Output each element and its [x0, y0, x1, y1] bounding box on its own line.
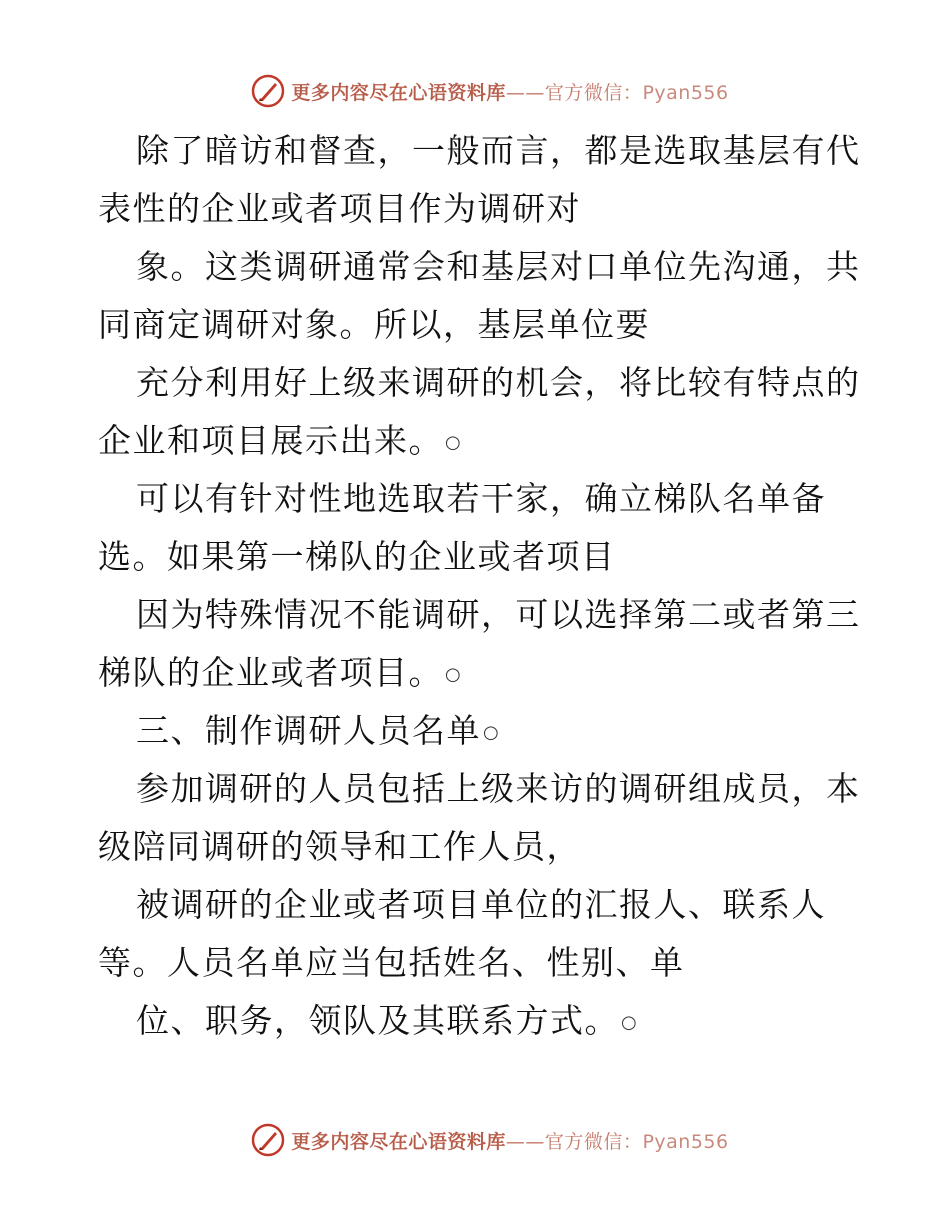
- text-line: [136, 363, 861, 403]
- line-text: 三、制作调研人员名单: [136, 711, 481, 750]
- watermark-text: [291, 78, 728, 105]
- watermark-dash: ——: [505, 1130, 545, 1153]
- watermark-handle: Pyan556: [642, 1130, 729, 1153]
- line-text: 选。如果第一梯队的企业或者项目: [98, 537, 616, 576]
- line-text: 除了暗访和督查，一般而言，都是选取基层有代: [136, 131, 861, 170]
- line-text: 梯队的企业或者项目。: [98, 653, 443, 692]
- watermark-mid: 官方微信：: [544, 1130, 643, 1153]
- line-text: 充分利用好上级来调研的机会，将比较有特点的: [136, 363, 861, 402]
- watermark-group: [251, 1123, 728, 1157]
- paragraph-mark: ○: [621, 1012, 639, 1033]
- paragraph-mark: ○: [445, 432, 463, 453]
- watermark-dash: ——: [505, 81, 545, 104]
- line-text: 企业和项目展示出来。: [98, 421, 443, 460]
- text-line: [98, 653, 462, 693]
- header-watermark: [0, 71, 950, 111]
- line-text: 表性的企业或者项目作为调研对: [98, 189, 581, 228]
- text-line: [136, 769, 861, 809]
- watermark-lead: 更多内容尽在心语资料库: [291, 81, 506, 104]
- section-heading: [136, 711, 500, 751]
- line-text: 参加调研的人员包括上级来访的调研组成员，本: [136, 769, 861, 808]
- paragraph-mark: ○: [445, 664, 463, 685]
- text-line: [98, 827, 581, 867]
- text-line: [98, 537, 616, 577]
- line-text: 因为特殊情况不能调研，可以选择第二或者第三: [136, 595, 861, 634]
- text-line: [136, 247, 861, 287]
- line-text: 同商定调研对象。所以，基层单位要: [98, 305, 650, 344]
- text-line: [136, 479, 826, 519]
- watermark-group: [251, 74, 728, 108]
- watermark-mid: 官方微信：: [544, 81, 643, 104]
- text-line: [98, 421, 462, 461]
- paragraph-mark: ○: [483, 722, 501, 743]
- text-line: [98, 943, 685, 983]
- watermark-handle: Pyan556: [642, 81, 729, 104]
- text-line: [136, 885, 826, 925]
- text-line: [136, 1001, 638, 1041]
- text-line: [98, 189, 581, 229]
- quill-logo-icon: [251, 74, 285, 108]
- watermark-text: [291, 1127, 728, 1154]
- text-line: [136, 131, 861, 171]
- line-text: 象。这类调研通常会和基层对口单位先沟通，共: [136, 247, 861, 286]
- footer-watermark: [0, 1120, 950, 1160]
- line-text: 级陪同调研的领导和工作人员，: [98, 827, 581, 866]
- line-text: 被调研的企业或者项目单位的汇报人、联系人: [136, 885, 826, 924]
- line-text: 位、职务，领队及其联系方式。: [136, 1001, 619, 1040]
- text-line: [136, 595, 861, 635]
- line-text: 可以有针对性地选取若干家，确立梯队名单备: [136, 479, 826, 518]
- line-text: 等。人员名单应当包括姓名、性别、单: [98, 943, 685, 982]
- text-line: [98, 305, 650, 345]
- watermark-lead: 更多内容尽在心语资料库: [291, 1130, 506, 1153]
- quill-logo-icon: [251, 1123, 285, 1157]
